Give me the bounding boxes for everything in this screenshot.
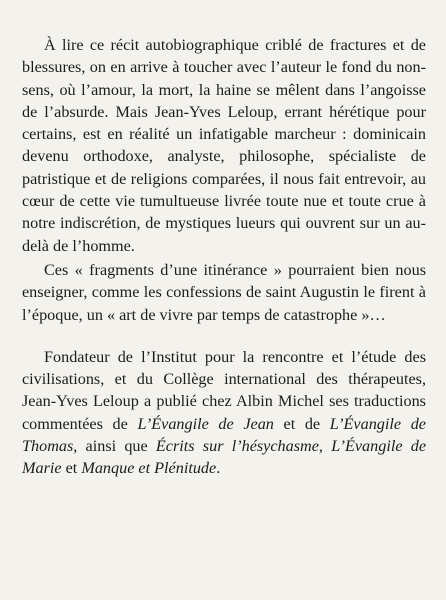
book-title-evangile-marie: L’Évangile de Marie: [22, 437, 427, 478]
bio-connector-2: , ainsi que: [73, 437, 156, 456]
author-bio-paragraph: [22, 346, 426, 480]
bio-intro-text: Fondateur de l’Institut pour la rencontre et l’étude des civilisations, et du Collège international des thérapeutes, Jean-Yves Leloup a publié chez Albin Michel ses traductions commentées de: [22, 347, 426, 433]
bio-end-punctuation: .: [216, 459, 221, 478]
book-title-evangile-jean: L’Évangile de Jean: [137, 414, 274, 433]
book-title-ecrits-hesychasme: Écrits sur l’hésychasme: [155, 437, 319, 456]
bio-connector-3: ,: [318, 437, 332, 456]
quote-paragraph: Ces « fragments d’une itinérance » pourraient bien nous enseigner, comme les confessions de saint Augustin le firent à l’époque, un « art de vivre par temps de catastrophe »…: [22, 260, 426, 324]
bio-connector-1: et de: [273, 414, 330, 433]
bio-connector-4: et: [61, 459, 82, 478]
summary-paragraph: À lire ce récit autobiographique criblé de fractures et de blessures, on en arrive à toucher avec l’auteur le fond du non-sens, où l’amour, la mort, la haine se mêlent dans l’angoisse de l’absurde. Mais Jean-Yves Leloup, errant hérétique pour certains, est en réalité un infatigable marcheur : dominicain devenu orthodoxe, analyste, philosophe, spécialiste de patristique et de religions comparées, il nous fait entrevoir, au cœur de cette vie tumultueuse livrée toute nue et toute crue à notre indiscrétion, de mystiques lueurs qui ouvrent sur un au-delà de l’homme.: [22, 36, 426, 255]
book-title-manque-plenitude: Manque et Plénitude: [81, 459, 217, 478]
book-title-evangile-thomas: L’Évangile de Thomas: [22, 414, 426, 456]
